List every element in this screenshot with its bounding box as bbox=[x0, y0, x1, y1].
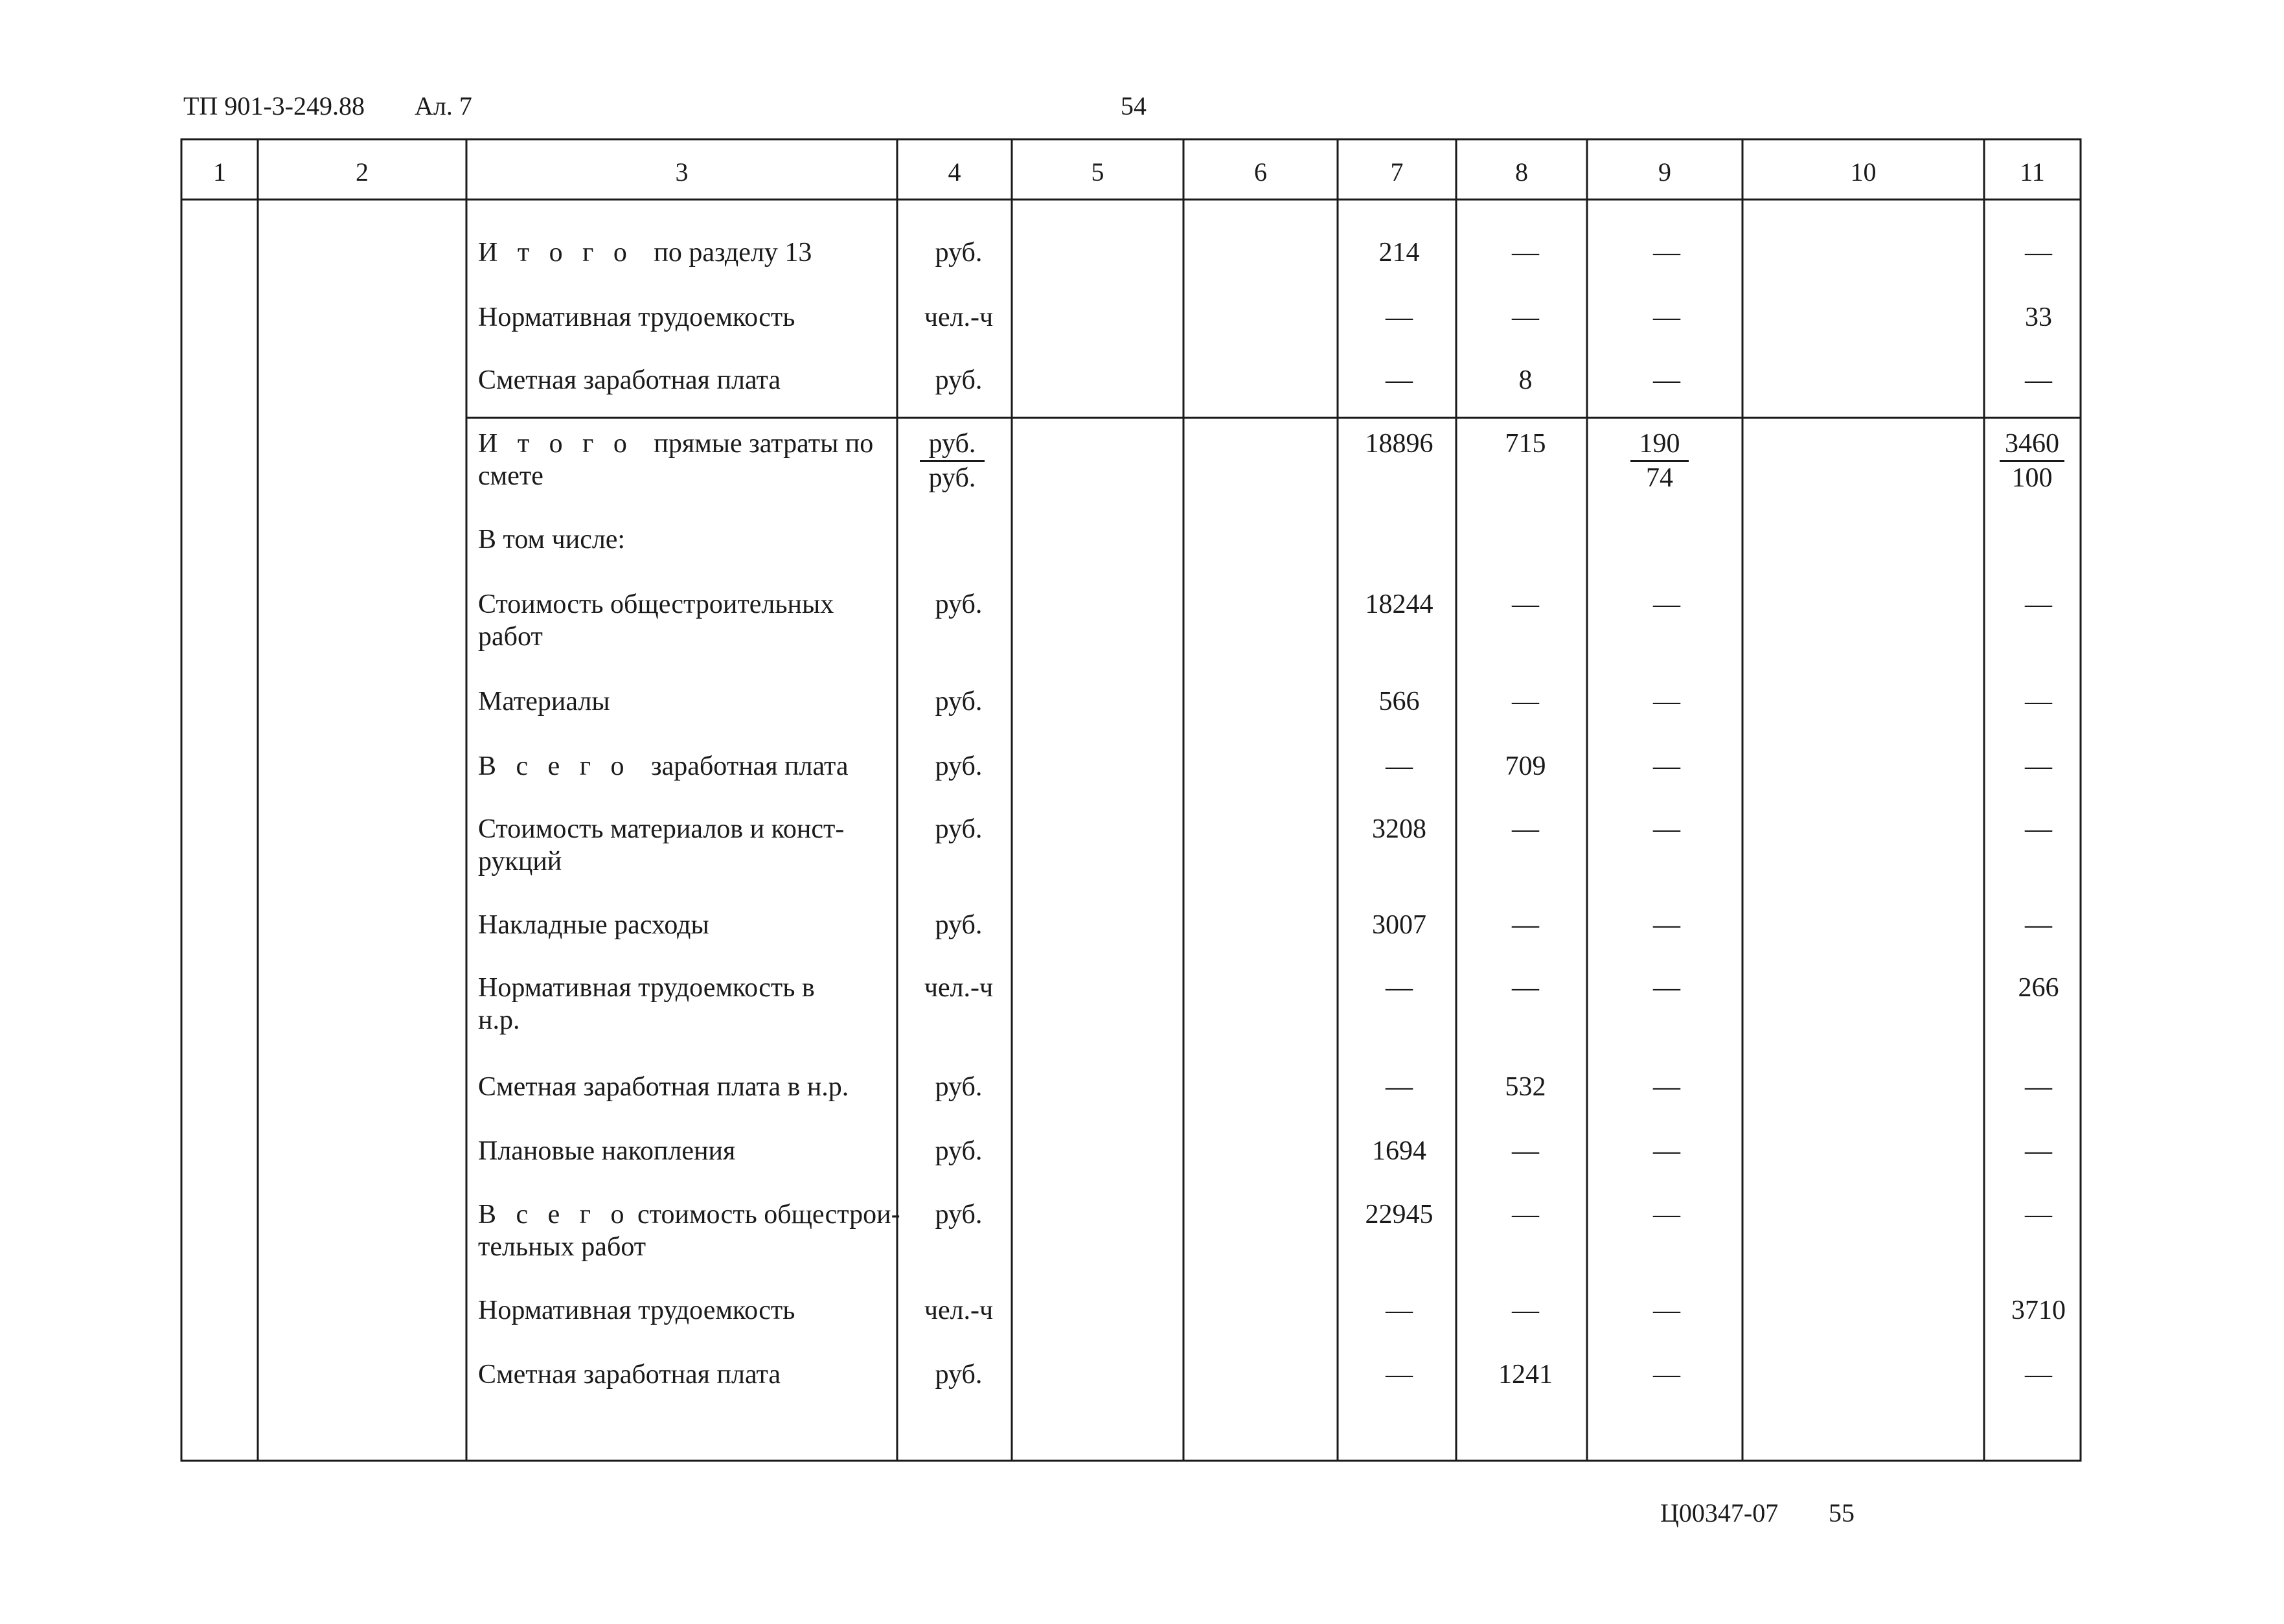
column-header-10: 10 bbox=[1850, 157, 1877, 187]
cell-col9: — bbox=[1653, 1200, 1680, 1229]
cell-col11: — bbox=[2025, 365, 2052, 395]
row-label: Накладные расходы bbox=[478, 910, 709, 940]
cell-col7: 566 bbox=[1378, 687, 1420, 716]
cell-col7: 214 bbox=[1378, 238, 1420, 268]
row-unit: руб. bbox=[935, 910, 983, 940]
row-label: Сметная заработная плата bbox=[478, 365, 781, 395]
cell-col9: — bbox=[1653, 973, 1680, 1003]
row-unit: руб. bbox=[935, 1200, 983, 1229]
row-label: Нормативная трудоемкость в bbox=[478, 973, 815, 1003]
cell-col7: — bbox=[1386, 303, 1413, 332]
cell-col8: — bbox=[1512, 687, 1539, 716]
document-code: ТП 901-3-249.88 bbox=[183, 91, 365, 120]
cell-col8: — bbox=[1512, 303, 1539, 332]
unit-fraction bbox=[920, 428, 985, 494]
column-header-5: 5 bbox=[1091, 157, 1104, 187]
col9-fraction bbox=[1630, 428, 1689, 494]
cell-col11: — bbox=[2025, 589, 2052, 619]
column-header-2: 2 bbox=[356, 157, 369, 187]
cell-col8: — bbox=[1512, 589, 1539, 619]
cell-col7: 3208 bbox=[1372, 814, 1426, 844]
cell-col7: — bbox=[1386, 1296, 1413, 1325]
cell-col9: — bbox=[1653, 1360, 1680, 1390]
cell-col8: 8 bbox=[1518, 365, 1533, 395]
cell-col8: — bbox=[1512, 238, 1539, 268]
row-label: В том числе: bbox=[478, 525, 626, 555]
cell-col8: 1241 bbox=[1498, 1360, 1553, 1390]
col11-denominator: 100 bbox=[2011, 463, 2053, 493]
cell-col7: 1694 bbox=[1372, 1136, 1426, 1166]
row-label-continuation: работ bbox=[478, 622, 543, 652]
cell-col8: — bbox=[1512, 973, 1539, 1003]
cell-col7: 22945 bbox=[1365, 1200, 1433, 1229]
cell-col7: — bbox=[1386, 973, 1413, 1003]
cell-col11: — bbox=[2025, 910, 2052, 940]
cell-col9: — bbox=[1653, 910, 1680, 940]
cell-col9: — bbox=[1653, 751, 1680, 781]
cell-col9: — bbox=[1653, 589, 1680, 619]
cell-col8: 709 bbox=[1505, 751, 1546, 781]
column-header-8: 8 bbox=[1515, 157, 1528, 187]
row-label-continuation: смете bbox=[478, 461, 543, 491]
cell-col7: — bbox=[1386, 1360, 1413, 1390]
row-unit: руб. bbox=[935, 687, 983, 716]
cell-col8: — bbox=[1512, 1136, 1539, 1166]
row-unit: руб. bbox=[935, 1360, 983, 1390]
column-header-6: 6 bbox=[1254, 157, 1267, 187]
cell-col7: 18896 bbox=[1365, 429, 1433, 459]
footer-page-number: 55 bbox=[1829, 1498, 1855, 1527]
row-label: Материалы bbox=[478, 687, 610, 716]
row-unit: чел.-ч bbox=[924, 303, 994, 332]
column-header-7: 7 bbox=[1390, 157, 1404, 187]
row-unit: руб. bbox=[935, 1072, 983, 1102]
col11-fraction bbox=[2000, 428, 2064, 494]
column-header-4: 4 bbox=[948, 157, 961, 187]
cell-col9: — bbox=[1653, 1296, 1680, 1325]
unit-denominator: руб. bbox=[928, 463, 976, 493]
row-label: В с е г о стоимость общестрои- bbox=[478, 1200, 900, 1229]
cell-col9: — bbox=[1653, 1072, 1680, 1102]
cell-col7: 3007 bbox=[1372, 910, 1426, 940]
row-label: Стоимость материалов и конст- bbox=[478, 814, 845, 844]
row-label: И т о г о прямые затраты по bbox=[478, 429, 874, 459]
page-number: 54 bbox=[1121, 91, 1147, 120]
col11-numerator: 3460 bbox=[2000, 428, 2064, 462]
col9-numerator: 190 bbox=[1630, 428, 1689, 462]
column-header-9: 9 bbox=[1658, 157, 1671, 187]
cell-col9: — bbox=[1653, 1136, 1680, 1166]
cell-col7: — bbox=[1386, 365, 1413, 395]
row-label: Стоимость общестроительных bbox=[478, 589, 834, 619]
row-unit: руб. bbox=[935, 1136, 983, 1166]
column-header-3: 3 bbox=[675, 157, 689, 187]
row-unit: руб. bbox=[935, 365, 983, 395]
row-label: Нормативная трудоемкость bbox=[478, 1296, 795, 1325]
row-label: Плановые накопления bbox=[478, 1136, 736, 1166]
cell-col11: — bbox=[2025, 687, 2052, 716]
row-label-continuation: н.р. bbox=[478, 1005, 520, 1035]
cell-col11: — bbox=[2025, 751, 2052, 781]
unit-numerator: руб. bbox=[920, 428, 985, 462]
cell-col9: — bbox=[1653, 238, 1680, 268]
cell-col11: — bbox=[2025, 1072, 2052, 1102]
col9-denominator: 74 bbox=[1646, 463, 1673, 493]
cell-col11: — bbox=[2025, 238, 2052, 268]
cell-col8: — bbox=[1512, 1200, 1539, 1229]
cell-col11: — bbox=[2025, 1136, 2052, 1166]
cell-col8: — bbox=[1512, 814, 1539, 844]
cell-col9: — bbox=[1653, 687, 1680, 716]
row-unit: руб. bbox=[935, 238, 983, 268]
cell-col11: 33 bbox=[2025, 303, 2052, 332]
cell-col11: 266 bbox=[2018, 973, 2059, 1003]
row-label: Нормативная трудоемкость bbox=[478, 303, 795, 332]
cell-col8: 532 bbox=[1505, 1072, 1546, 1102]
row-label-continuation: рукций bbox=[478, 847, 562, 876]
row-unit: руб. bbox=[935, 814, 983, 844]
album-number: Ал. 7 bbox=[415, 91, 472, 120]
row-unit: чел.-ч bbox=[924, 973, 994, 1003]
cell-col11: — bbox=[2025, 814, 2052, 844]
cell-col8: 715 bbox=[1505, 429, 1546, 459]
column-header-11: 11 bbox=[2020, 157, 2045, 187]
cell-col9: — bbox=[1653, 365, 1680, 395]
cell-col11: — bbox=[2025, 1360, 2052, 1390]
column-header-1: 1 bbox=[213, 157, 226, 187]
row-unit: руб. bbox=[935, 589, 983, 619]
cell-col7: 18244 bbox=[1365, 589, 1433, 619]
cell-col7: — bbox=[1386, 1072, 1413, 1102]
cell-col8: — bbox=[1512, 1296, 1539, 1325]
cell-col11: — bbox=[2025, 1200, 2052, 1229]
footer-code: Ц00347-07 bbox=[1660, 1498, 1779, 1527]
cell-col11: 3710 bbox=[2011, 1296, 2066, 1325]
row-label: И т о г о по разделу 13 bbox=[478, 238, 812, 268]
cell-col7: — bbox=[1386, 751, 1413, 781]
row-unit: чел.-ч bbox=[924, 1296, 994, 1325]
cell-col8: — bbox=[1512, 910, 1539, 940]
row-unit: руб. bbox=[935, 751, 983, 781]
row-label-continuation: тельных работ bbox=[478, 1232, 646, 1262]
row-label: Сметная заработная плата в н.р. bbox=[478, 1072, 849, 1102]
cell-col9: — bbox=[1653, 814, 1680, 844]
cell-col9: — bbox=[1653, 303, 1680, 332]
row-label: В с е г о заработная плата bbox=[478, 751, 849, 781]
row-label: Сметная заработная плата bbox=[478, 1360, 781, 1390]
